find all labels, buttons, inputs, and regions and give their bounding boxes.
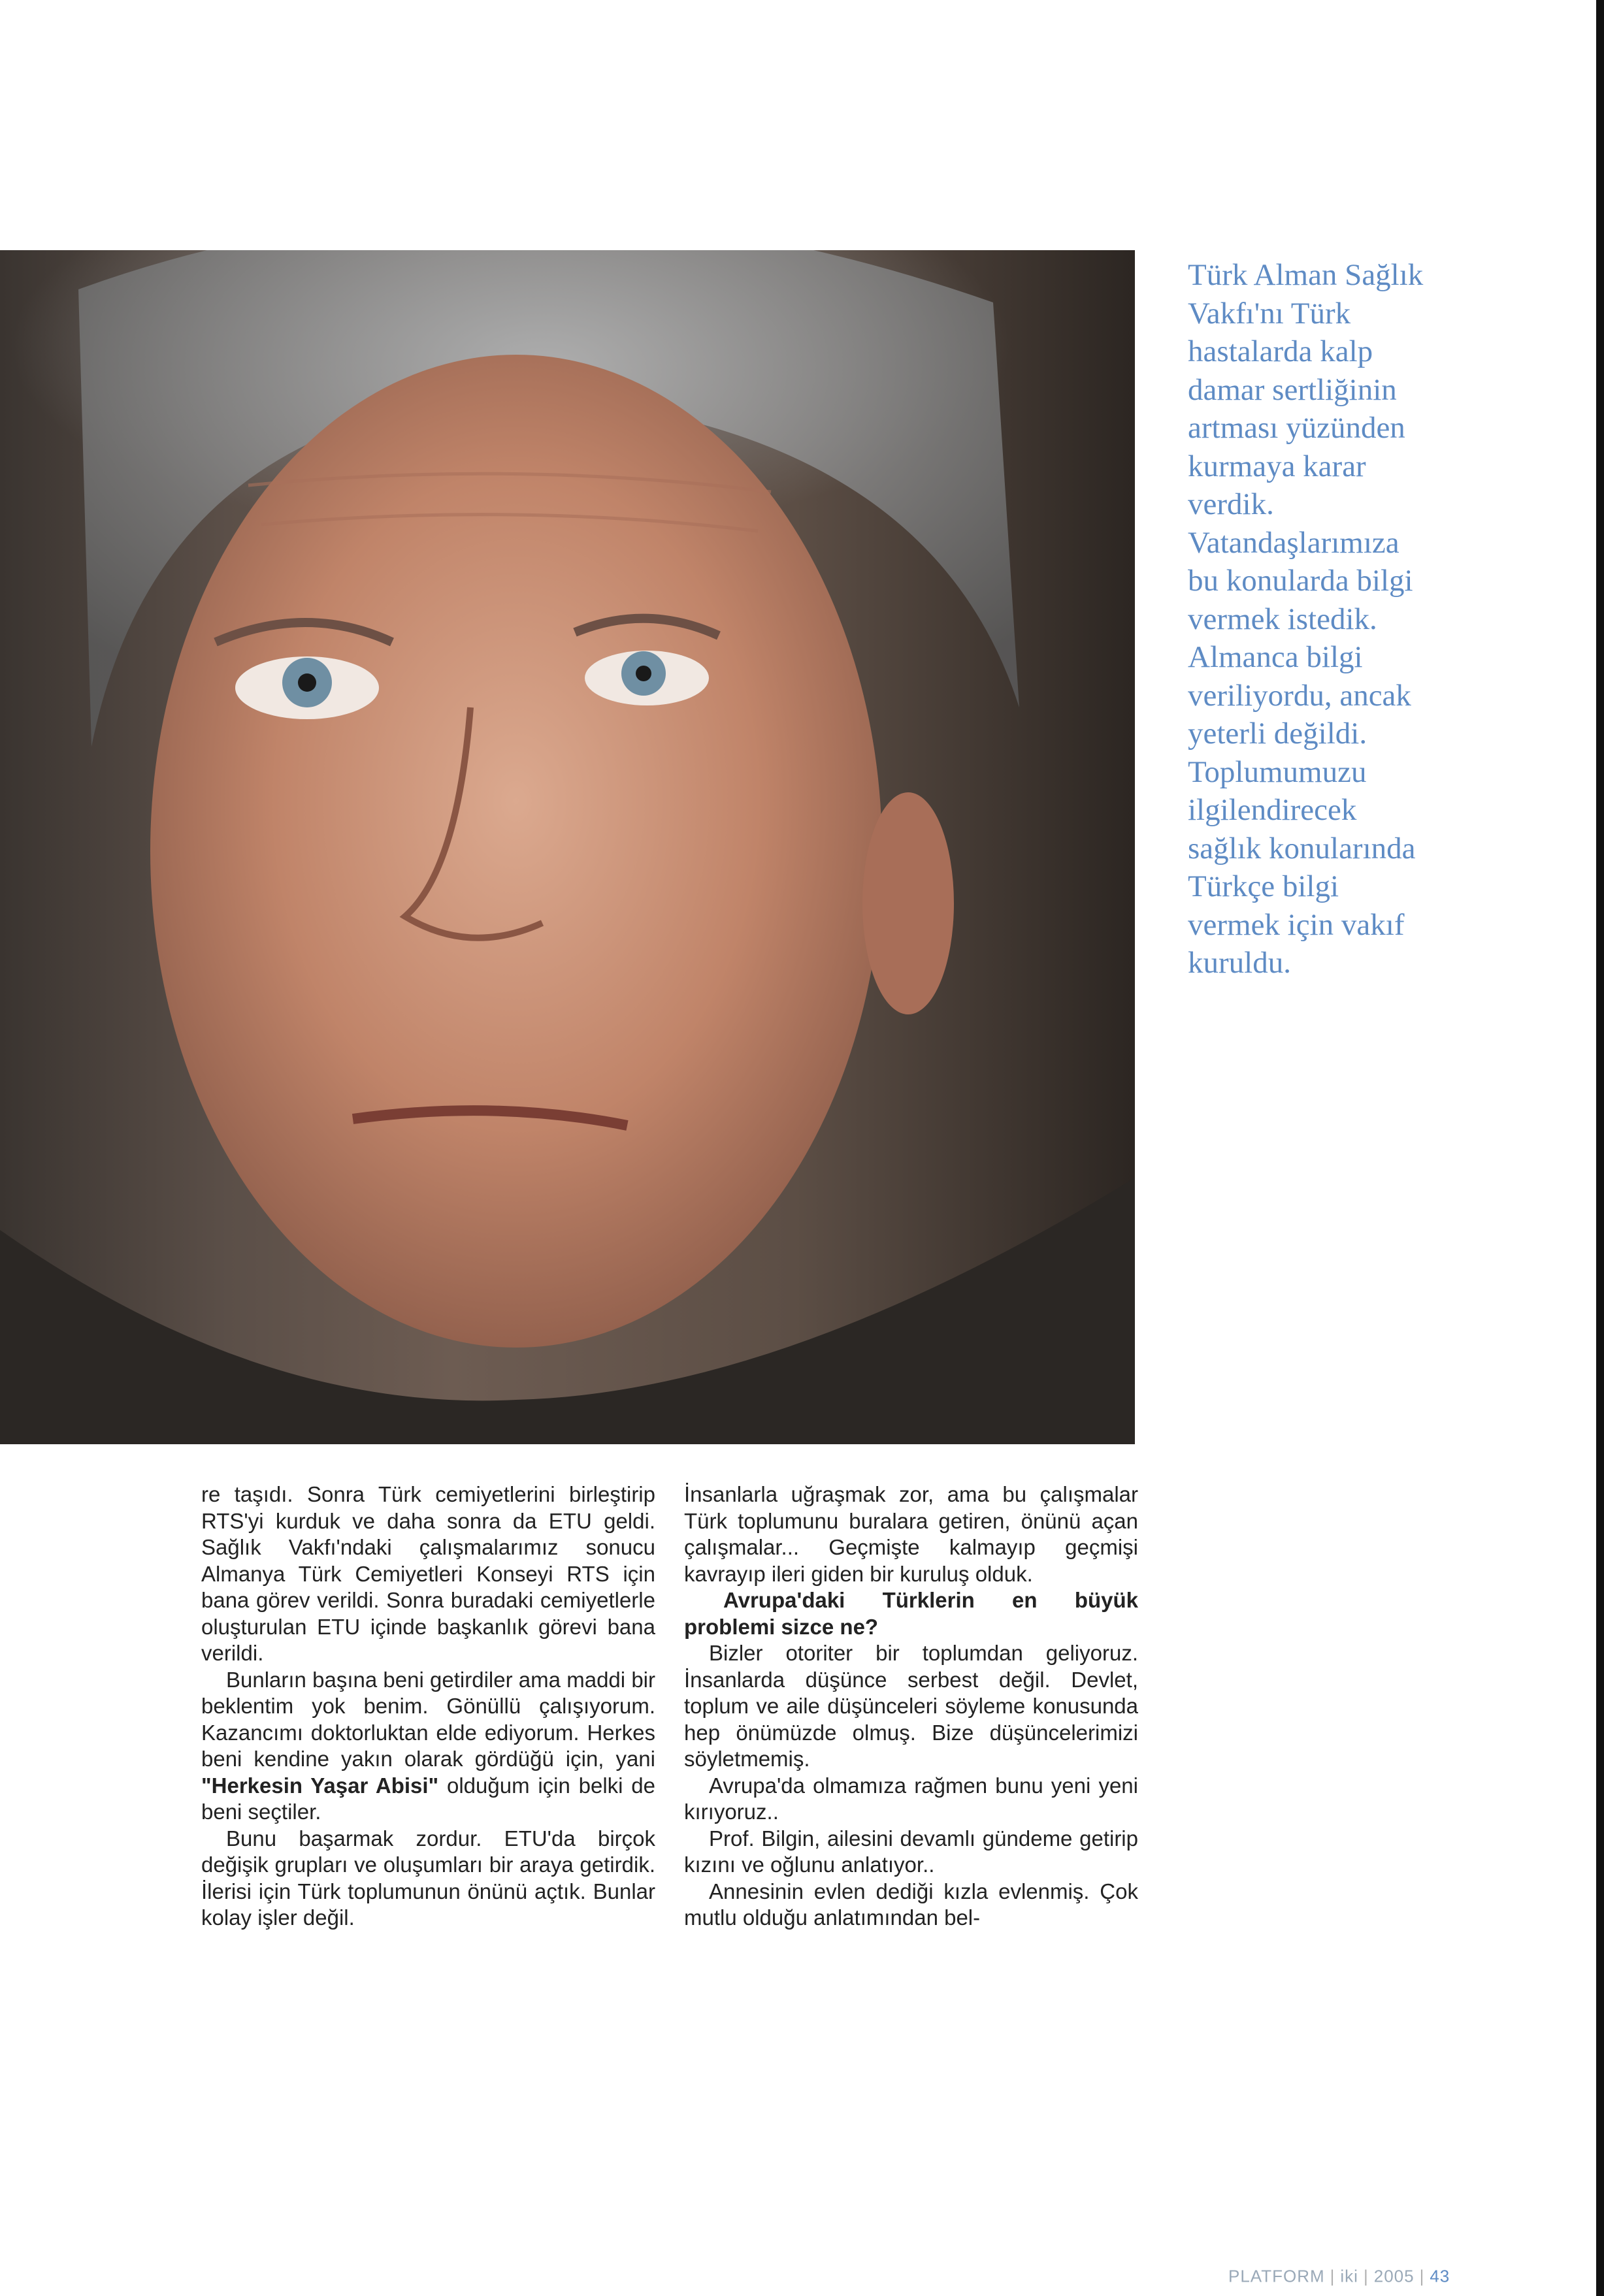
pull-quote: Türk Alman Sağlık Vakfı'nı Türk hastalarda kalp damar sertliğinin artması yüzünden kurmaya karar verdik. Vatandaşlarımıza bu konularda bilgi vermek istedik. Almanca bilgi veriliyordu, ancak yeterli değildi. Toplumumuzu ilgilendirecek sağlık konularında Türkçe bilgi vermek için vakıf kuruldu. bbox=[1188, 258, 1424, 980]
paragraph: Prof. Bilgin, ailesini devamlı gündeme getirip kızını ve oğlunu anlatıyor.. bbox=[684, 1826, 1138, 1877]
paragraph bbox=[201, 1667, 655, 1826]
year-label: 2005 bbox=[1373, 2266, 1415, 2286]
issue-label: iki bbox=[1340, 2266, 1358, 2286]
paragraph: Avrupa'da olmamıza rağmen bunu yeni yeni kırıyoruz.. bbox=[684, 1773, 1138, 1824]
paragraph: Bizler otoriter bir toplumdan geliyoruz. İnsanlarda düşünce serbest değil. Devlet, toplum ve aile düşünceleri söyleme konusunda hep önümüzde olmuş. Bize düşüncelerimizi söyletmemiş. bbox=[684, 1641, 1138, 1771]
paragraph-text: olduğum için belki de beni seçtiler. bbox=[201, 1773, 655, 1824]
page-footer: PLATFORM | iki | 2005 | 43 bbox=[1228, 2266, 1450, 2286]
page-number: 43 bbox=[1430, 2266, 1450, 2286]
paragraph-text: Bunların başına beni getirdiler ama maddi bir beklentim yok benim. Gönüllü çalışıyorum. Kazancımı doktorluktan elde ediyorum. Herkes beni kendine yakın olarak gördüğü için, yani bbox=[201, 1667, 655, 1771]
page-edge-line bbox=[1596, 0, 1604, 2296]
emphasis-quote: "Herkesin Yaşar Abisi" bbox=[201, 1773, 439, 1798]
paragraph: Bunu başarmak zordur. ETU'da birçok değişik grupları ve oluşumları bir araya getirdik. İlerisi için Türk toplumunun önünü açtık. Bunlar kolay işler değil. bbox=[201, 1826, 655, 1930]
paragraph: Annesinin evlen dediği kızla evlenmiş. Çok mutlu olduğu anlatımından bel- bbox=[684, 1879, 1138, 1930]
article-column-right bbox=[684, 1481, 1138, 1932]
interview-question: Avrupa'daki Türklerin en büyük problemi sizce ne? bbox=[684, 1588, 1138, 1639]
portrait-illustration bbox=[0, 250, 1135, 1444]
article-column-left bbox=[201, 1481, 655, 1932]
magazine-name: PLATFORM bbox=[1228, 2266, 1325, 2286]
portrait-photo bbox=[0, 250, 1135, 1444]
paragraph: İnsanlarla uğraşmak zor, ama bu çalışmalar Türk toplumunu buralara getiren, önünü açan çalışmalar... Geçmişte kalmayıp geçmişi kavrayıp ileri giden bir kuruluş olduk. bbox=[684, 1482, 1138, 1586]
paragraph: re taşıdı. Sonra Türk cemiyetlerini birleştirip RTS'yi kurduk ve daha sonra da ETU geldi. Sağlık Vakfı'ndaki çalışmalarımız sonucu Almanya Türk Cemiyetleri Konseyi RTS için bana görev verildi. Sonra buradaki cemiyetlerle oluşturulan ETU içinde başkanlık görevi bana verildi. bbox=[201, 1482, 655, 1665]
